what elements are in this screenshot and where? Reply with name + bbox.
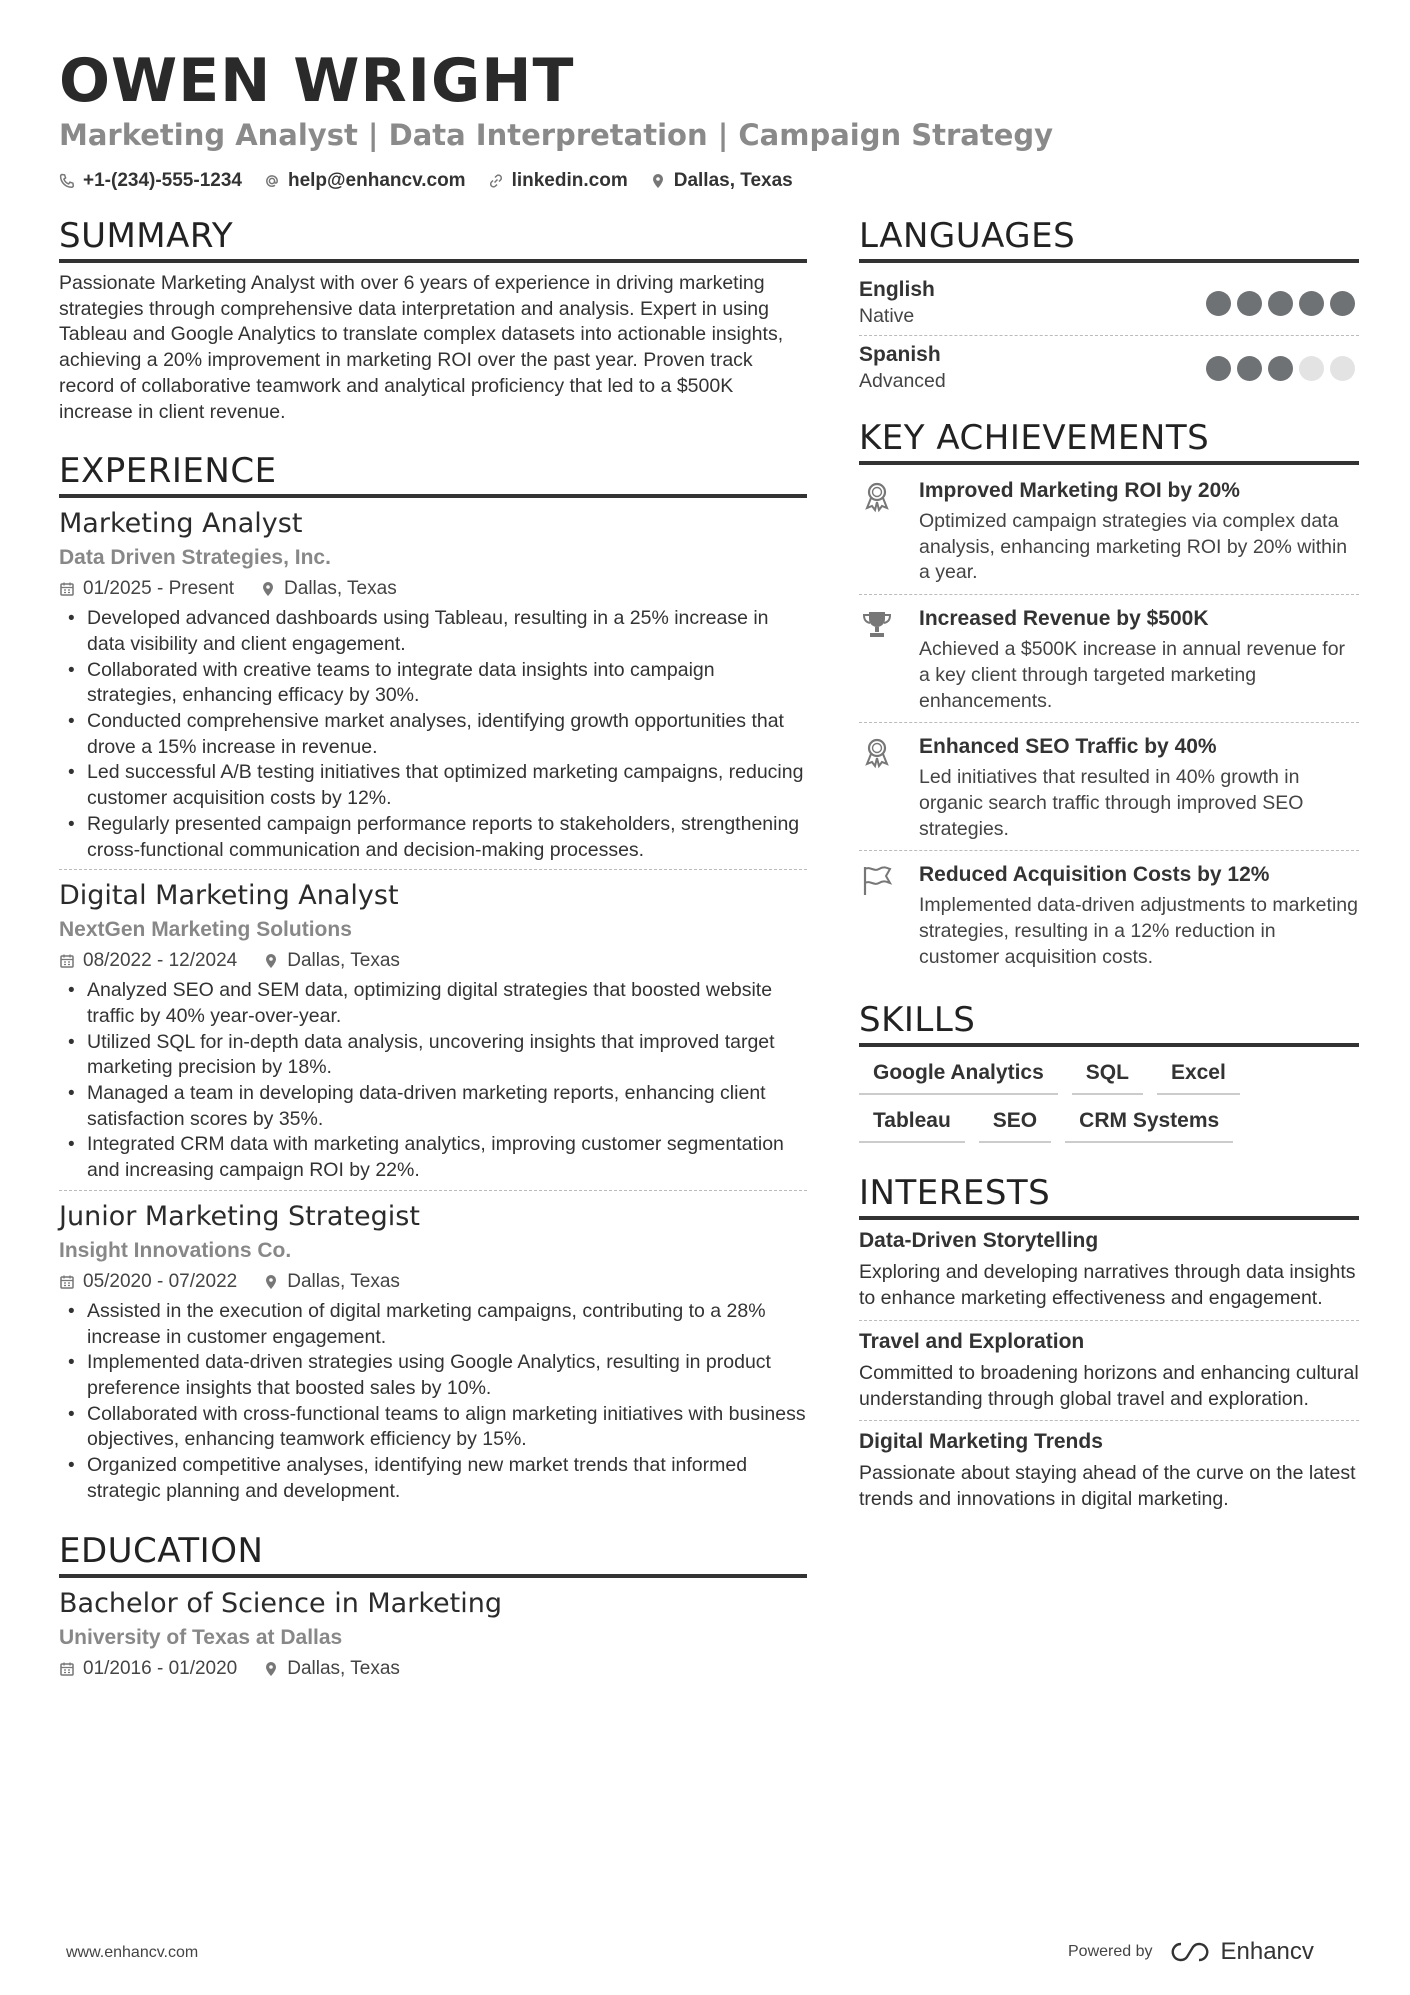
- map-pin-icon: [650, 173, 666, 189]
- achievement-desc: Achieved a $500K increase in annual revenue for a key client through targeted marketing enhancements.: [919, 638, 1346, 712]
- left-column: [59, 216, 807, 1684]
- education-heading: EDUCATION: [59, 1531, 807, 1578]
- language-name: Spanish: [859, 343, 941, 366]
- achievements-heading: KEY ACHIEVEMENTS: [859, 418, 1359, 465]
- job-dates: [59, 946, 237, 976]
- flag-icon: [859, 861, 901, 970]
- job-bullet: • Analyzed SEO and SEM data, optimizing digital strategies that boosted website traffic by 40% year-over-year.: [59, 978, 807, 1029]
- skills-section: [859, 1000, 1359, 1143]
- company-name: NextGen Marketing Solutions: [59, 918, 352, 942]
- language-item: [859, 271, 1359, 336]
- summary-section: [59, 216, 807, 425]
- job-location: [260, 574, 397, 604]
- languages-heading: LANGUAGES: [859, 216, 1359, 263]
- interest-item: [859, 1421, 1359, 1520]
- job-title: Marketing Analyst: [59, 508, 303, 540]
- experience-section: [59, 451, 807, 1510]
- enhancv-logo[interactable]: [1167, 1938, 1314, 1966]
- achievement-desc: Led initiatives that resulted in 40% growth in organic search traffic through improved SEO strategies.: [919, 766, 1304, 840]
- language-rating: [1206, 356, 1355, 381]
- trophy-icon: [859, 605, 901, 714]
- job-meta: [59, 574, 807, 604]
- job-bullets: [59, 1299, 807, 1505]
- job-bullet: • Implemented data-driven strategies using Google Analytics, resulting in product preference insights that boosted sales by 10%.: [59, 1350, 807, 1401]
- rating-dot-filled: [1237, 356, 1262, 381]
- enhancv-brand-name: Enhancv: [1220, 1938, 1314, 1965]
- education-location: [263, 1654, 400, 1684]
- language-name: English: [859, 278, 935, 301]
- job-dates-text: 01/2025 - Present: [83, 578, 235, 600]
- map-pin-icon: [263, 1661, 279, 1677]
- contact-location: [650, 170, 793, 192]
- rating-dot-filled: [1299, 291, 1324, 316]
- job-bullet: • Managed a team in developing data-driven marketing reports, enhancing client satisfaction scores by 35%.: [59, 1081, 807, 1132]
- calendar-icon: [59, 953, 75, 969]
- company-name: Data Driven Strategies, Inc.: [59, 546, 331, 570]
- language-rating: [1206, 291, 1355, 316]
- interest-desc: Passionate about staying ahead of the curve on the latest trends and innovations in digital marketing.: [859, 1462, 1356, 1510]
- job-title: Junior Marketing Strategist: [59, 1200, 420, 1232]
- map-pin-icon: [263, 953, 279, 969]
- job-bullet: • Collaborated with cross-functional teams to align marketing initiatives with business objectives, enhancing teamwork efficiency by 15%.: [59, 1402, 807, 1453]
- job-location-text: Dallas, Texas: [287, 1270, 400, 1292]
- rating-dot-filled: [1237, 291, 1262, 316]
- footer-branding: [1068, 1938, 1314, 1966]
- interest-desc: Committed to broadening horizons and enhancing cultural understanding through global travel and exploration.: [859, 1361, 1359, 1410]
- rating-dot-empty: [1299, 356, 1324, 381]
- achievement-title: Reduced Acquisition Costs by 12%: [919, 863, 1270, 887]
- link-icon: [488, 173, 504, 189]
- interests-section: [859, 1173, 1359, 1520]
- job-location-text: Dallas, Texas: [287, 950, 400, 972]
- calendar-icon: [59, 1661, 75, 1677]
- skill-tag: CRM Systems: [1065, 1109, 1233, 1143]
- interest-title: Travel and Exploration: [859, 1329, 1085, 1353]
- interest-title: Digital Marketing Trends: [859, 1430, 1103, 1454]
- job-location: [263, 946, 400, 976]
- experience-item: [59, 1199, 807, 1511]
- language-level: Advanced: [859, 370, 946, 392]
- education-dates: [59, 1654, 237, 1684]
- achievement-item: [859, 851, 1359, 978]
- job-dates: [59, 1267, 237, 1297]
- candidate-headline: Marketing Analyst | Data Interpretation | Campaign Strategy: [59, 118, 1054, 152]
- phone-icon: [59, 173, 75, 189]
- enhancv-logo-icon: [1167, 1940, 1213, 1964]
- contact-location-text: Dallas, Texas: [673, 170, 793, 191]
- achievement-item: [859, 723, 1359, 851]
- rating-dot-filled: [1330, 291, 1355, 316]
- education-location-text: Dallas, Texas: [287, 1657, 400, 1679]
- contact-bar: [59, 170, 793, 192]
- powered-by-label: Powered by: [1068, 1943, 1153, 1960]
- rating-dot-filled: [1268, 356, 1293, 381]
- award-medal-icon: [859, 477, 901, 586]
- job-location: [263, 1267, 400, 1297]
- skill-tag: Google Analytics: [859, 1061, 1058, 1095]
- interest-item: [859, 1321, 1359, 1421]
- company-name: Insight Innovations Co.: [59, 1238, 292, 1262]
- contact-email[interactable]: [264, 170, 466, 192]
- job-bullet: • Led successful A/B testing initiatives that optimized marketing campaigns, reducing customer acquisition costs by 12%.: [59, 760, 807, 811]
- achievement-title: Enhanced SEO Traffic by 40%: [919, 735, 1217, 759]
- job-location-text: Dallas, Texas: [284, 578, 397, 600]
- language-item: [859, 336, 1359, 400]
- map-pin-icon: [260, 581, 276, 597]
- contact-email-text: help@enhancv.com: [287, 170, 466, 191]
- school-name: University of Texas at Dallas: [59, 1625, 343, 1649]
- footer-website[interactable]: www.enhancv.com: [66, 1944, 199, 1961]
- rating-dot-filled: [1268, 291, 1293, 316]
- job-bullets: [59, 606, 807, 863]
- contact-phone-text: +1-(234)-555-1234: [83, 170, 242, 191]
- interest-desc: Exploring and developing narratives through data insights to enhance marketing effectiveness and engagement.: [859, 1261, 1356, 1310]
- job-bullet: • Regularly presented campaign performance reports to stakeholders, strengthening cross-functional communication and decision-making processes.: [59, 812, 807, 863]
- interest-title: Data-Driven Storytelling: [859, 1229, 1099, 1253]
- achievement-title: Increased Revenue by $500K: [919, 607, 1209, 631]
- rating-dot-filled: [1206, 356, 1231, 381]
- contact-phone[interactable]: [59, 170, 242, 192]
- job-dates: [59, 574, 234, 604]
- interests-heading: INTERESTS: [859, 1173, 1359, 1220]
- language-level: Native: [859, 305, 915, 327]
- candidate-name: OWEN WRIGHT: [59, 46, 575, 116]
- skill-tag: SEO: [979, 1109, 1051, 1143]
- job-bullet: • Utilized SQL for in-depth data analysis, uncovering insights that improved target marketing precision by 18%.: [59, 1030, 807, 1081]
- job-title: Digital Marketing Analyst: [59, 880, 399, 912]
- map-pin-icon: [263, 1274, 279, 1290]
- education-dates-text: 01/2016 - 01/2020: [83, 1657, 238, 1679]
- degree-title: Bachelor of Science in Marketing: [59, 1587, 502, 1619]
- achievement-item: [859, 595, 1359, 723]
- skills-heading: SKILLS: [859, 1000, 1359, 1047]
- contact-linkedin[interactable]: [488, 170, 628, 192]
- job-bullet: • Collaborated with creative teams to integrate data insights into campaign strategies, enhancing efficacy by 30%.: [59, 658, 807, 709]
- job-dates-text: 05/2020 - 07/2022: [83, 1270, 238, 1292]
- achievements-section: [859, 418, 1359, 978]
- job-bullet: • Developed advanced dashboards using Tableau, resulting in a 25% increase in data visibility and client engagement.: [59, 606, 807, 657]
- achievement-desc: Optimized campaign strategies via complex data analysis, enhancing marketing ROI by 20% within a year.: [919, 510, 1348, 584]
- experience-heading: EXPERIENCE: [59, 451, 807, 498]
- calendar-icon: [59, 1274, 75, 1290]
- skill-tag: Tableau: [859, 1109, 965, 1143]
- job-bullet: • Organized competitive analyses, identifying new market trends that informed strategic planning and development.: [59, 1453, 807, 1504]
- job-meta: [59, 1267, 807, 1297]
- experience-item: [59, 878, 807, 1191]
- experience-item: [59, 506, 807, 870]
- achievement-desc: Implemented data-driven adjustments to marketing strategies, resulting in a 12% reduction in customer acquisition costs.: [919, 894, 1358, 968]
- job-bullet: • Assisted in the execution of digital marketing campaigns, contributing to a 28% increase in customer engagement.: [59, 1299, 807, 1350]
- summary-text: Passionate Marketing Analyst with over 6 years of experience in driving marketing strategies through comprehensive data interpretation and analysis. Expert in using Tableau and Google Analytics to translate complex datasets into actionable insights, achieving a 20% improvement in marketing ROI over the past year. Proven track record of collaborative teamwork and analytical proficiency that led to a $500K increase in client revenue.: [59, 272, 784, 423]
- job-meta: [59, 946, 807, 976]
- skills-list: [859, 1061, 1359, 1143]
- job-bullet: • Integrated CRM data with marketing analytics, improving customer segmentation and increasing campaign ROI by 22%.: [59, 1132, 807, 1183]
- at-sign-icon: [264, 173, 280, 189]
- summary-heading: SUMMARY: [59, 216, 807, 263]
- rating-dot-empty: [1330, 356, 1355, 381]
- award-medal-icon: [859, 733, 901, 842]
- education-section: [59, 1531, 807, 1684]
- contact-linkedin-text: linkedin.com: [511, 170, 628, 191]
- job-bullets: [59, 978, 807, 1184]
- achievement-title: Improved Marketing ROI by 20%: [919, 479, 1240, 502]
- skill-tag: Excel: [1157, 1061, 1240, 1095]
- right-column: [859, 216, 1359, 1521]
- rating-dot-filled: [1206, 291, 1231, 316]
- job-bullet: • Conducted comprehensive market analyses, identifying growth opportunities that drove a 15% increase in revenue.: [59, 709, 807, 760]
- job-dates-text: 08/2022 - 12/2024: [83, 950, 238, 972]
- education-meta: [59, 1654, 807, 1684]
- interest-item: [859, 1220, 1359, 1320]
- achievement-item: [859, 467, 1359, 595]
- skill-tag: SQL: [1072, 1061, 1143, 1095]
- languages-section: [859, 216, 1359, 400]
- calendar-icon: [59, 581, 75, 597]
